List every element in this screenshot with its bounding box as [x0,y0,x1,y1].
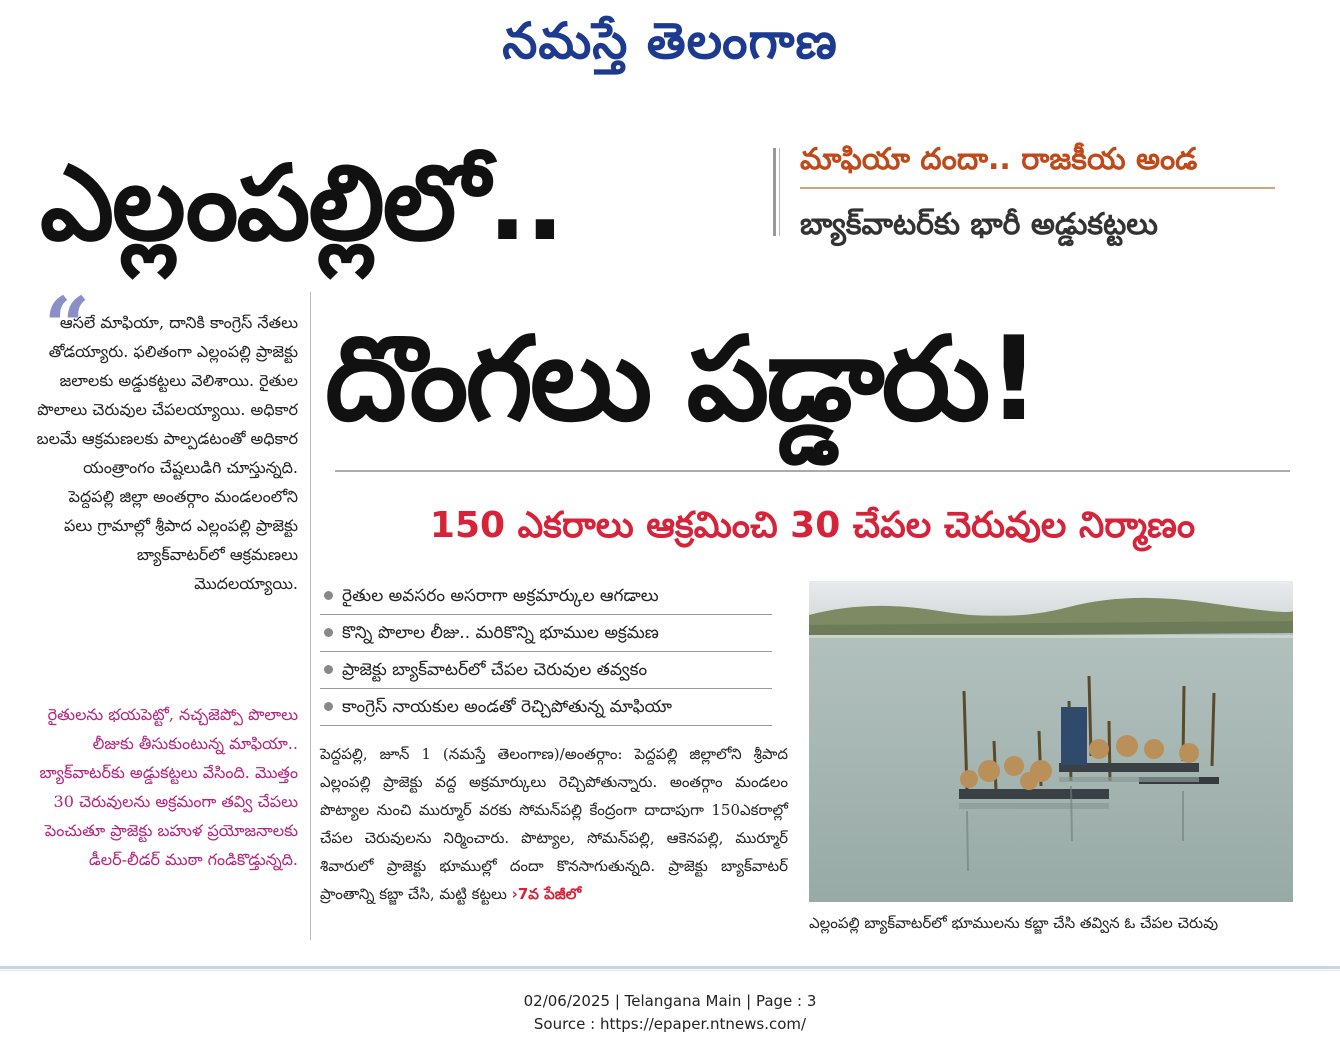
kicker-separator [800,187,1275,189]
bullet-icon [324,628,333,637]
kicker-divider [773,148,776,236]
bullet-icon [324,591,333,600]
fish-pond-photo-icon [809,581,1293,902]
article-body-text: పెద్దపల్లి, జూన్ 1 (నమస్తే తెలంగాణ)/అంతర్గాం: పెద్దపల్లి జిల్లాలోని శ్రీపాద ఎల్లంపల్లి ప్రాజెక్టు వద్ద అక్రమార్కులు రెచ్చిపోతున్నారు. అంతర్గాం మండలం పొట్యాల నుంచి ముర్మూర్ వరకు సోమన్‌పల్లి కేంద్రంగా దాదాపుగా 150ఎకరాల్లో చేపల చెరువులను నిర్మించారు. పొట్యాల, సోమన్‌పల్లి, ఆకెనపల్లి, ముర్మూర్ శివారులో ప్రాజెక్టు భూముల్లో దందా కొనసాగుతున్నది. ప్రాజెక్టు బ్యాక్‌వాటర్ ప్రాంతాన్ని కబ్జా చేసి, మట్టి కట్టలు [320,745,788,903]
list-item [320,652,772,689]
column-divider [310,292,311,940]
bullet-icon [324,702,333,711]
list-item-text: ప్రాజెక్టు బ్యాక్‌వాటర్‌లో చేపల చెరువుల తవ్వకం [342,660,648,680]
list-item-text: కొన్ని పొలాల లీజు.. మరికొన్ని భూముల అక్రమణ [342,623,659,643]
photo-caption: ఎల్లంపల్లి బ్యాక్‌వాటర్‌లో భూములను కబ్జా చేసి తవ్విన ఓ చేపల చెరువు [809,914,1219,932]
list-item [320,689,772,726]
quote-mark-icon: “ [44,279,91,373]
footer-rule-thin [0,970,1340,971]
highlights-list [320,578,772,726]
list-item [320,615,772,652]
masthead-title: నమస్తే తెలంగాణ [502,11,838,70]
footer-source-link[interactable]: Source : https://epaper.ntnews.com/ [533,1015,807,1033]
list-item-text: కాంగ్రెస్ నాయకుల అండతో రెచ్చిపోతున్న మాఫియా [342,697,672,717]
headline-rule [335,470,1290,472]
pull-quote-paragraph-1: ఆసలే మాఫియా, దానికి కాంగ్రెస్ నేతలు తోడయ్యారు. ఫలితంగా ఎల్లంపల్లి ప్రాజెక్టు జలాలకు అడ్డుకట్టలు వెలిశాయి. రైతుల పొలాలు చెరువుల చేపలయ్యాయి. అధికార బలమే ఆక్రమణలకు పాల్పడటంతో అధికార యంత్రాంగం చేష్టలుడిగి చూస్తున్నది. పెద్దపల్లి జిల్లా అంతర్గాం మండలంలోని పలు గ్రామాల్లో శ్రీపాద ఎల్లంపల్లి ప్రాజెక్టు బ్యాక్‌వాటర్‌లో ఆక్రమణలు మొదలయ్యాయి. [36,313,298,593]
footer-edition-info: 02/06/2025 | Telangana Main | Page : 3 [523,992,817,1010]
headline-line-2: దొంగలు పడ్డారు! [325,312,1038,447]
footer-rule [0,966,1340,969]
headline-line-1: ఎల్లంపల్లిలో.. [40,142,563,264]
continued-link[interactable]: ›7వ పేజీలో [511,885,582,903]
kicker-top: మాఫియా దందా.. రాజకీయ అండ [800,142,1198,177]
kicker-bottom: బ్యాక్‌వాటర్‌కు భారీ అడ్డుకట్టలు [800,207,1158,242]
article-photo [809,581,1293,902]
bullet-icon [324,665,333,674]
article-body [320,740,788,908]
list-item-text: రైతుల అవసరం అసరాగా అక్రమార్కుల ఆగడాలు [342,586,659,606]
list-item [320,578,772,615]
pull-quote-paragraph-2: రైతులను భయపెట్టో, నచ్చజెప్పో పొలాలు లీజుకు తీసుకుంటున్న మాఫియా.. బ్యాక్‌వాటర్‌కు అడ్డుకట్టలు వేసింది. మొత్తం 30 చెరువులను అక్రమంగా తవ్వి చేపలు పెంచుతూ ప్రాజెక్టు బహుళ ప్రయోజనాలకు డీలర్-లీడర్ ముఠా గండికొడ్తున్నది. [39,705,298,869]
kicker-divider-thin [779,148,780,236]
subheadline: 150 ఎకరాలు ఆక్రమించి 30 చేపల చెరువుల నిర్మాణం [429,505,1196,546]
